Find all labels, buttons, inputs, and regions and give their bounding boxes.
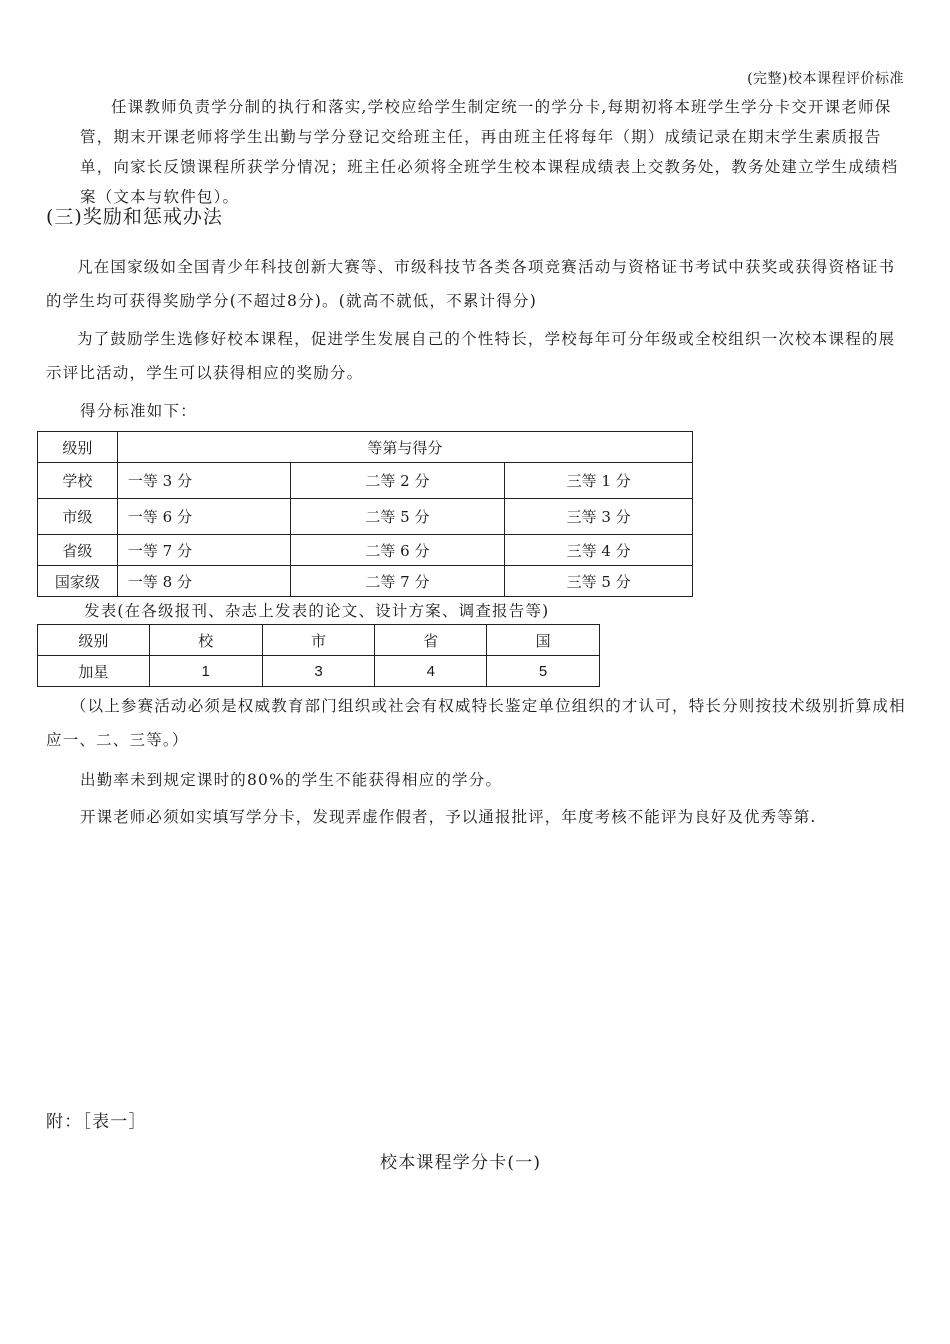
- award-paragraph: 凡在国家级如全国青少年科技创新大赛等、市级科技节各类各项竞赛活动与资格证书考试中获奖或获得资格证书的学生均可获得奖励学分(不超过8分)。(就高不就低，不累计得分): [46, 258, 896, 310]
- table-header-cell: 省: [375, 625, 487, 656]
- second-prize-cell: 二等 2 分: [290, 463, 505, 499]
- third-prize-cell: 三等 4 分: [505, 535, 693, 566]
- award-score-table: [37, 431, 693, 597]
- publish-label: 发表(在各级报刊、杂志上发表的论文、设计方案、调查报告等): [84, 602, 550, 620]
- table-header-row: [38, 432, 693, 463]
- first-prize-cell: 一等 7 分: [117, 535, 290, 566]
- teacher-rule: 开课老师必须如实填写学分卡，发现弄虚作假者，予以通报批评，年度考核不能评为良好及优秀等第.: [80, 808, 817, 826]
- table-header-cell: 校: [149, 625, 262, 656]
- table-row: [38, 566, 693, 597]
- second-prize-cell: 二等 6 分: [290, 535, 505, 566]
- level-cell: 省级: [38, 535, 118, 566]
- table-row: [38, 656, 600, 687]
- third-prize-cell: 三等 3 分: [505, 499, 693, 535]
- star-value-cell: 1: [149, 656, 262, 687]
- level-cell: 学校: [38, 463, 118, 499]
- appendix-label: 附：［表一］: [46, 1112, 147, 1132]
- table-header-cell: 市: [262, 625, 375, 656]
- table-header-row: [38, 625, 600, 656]
- table-header-cell: 级别: [38, 625, 150, 656]
- table-row: [38, 499, 693, 535]
- publication-star-table: [37, 624, 600, 687]
- level-cell: 国家级: [38, 566, 118, 597]
- star-value-cell: 3: [262, 656, 375, 687]
- score-standard-label: 得分标准如下：: [80, 402, 197, 420]
- second-prize-cell: 二等 7 分: [290, 566, 505, 597]
- table-header-cell: 级别: [38, 432, 118, 463]
- table-header-cell: 等第与得分: [117, 432, 692, 463]
- first-prize-cell: 一等 3 分: [117, 463, 290, 499]
- note-paragraph: （以上参赛活动必须是权威教育部门组织或社会有权威特长鉴定单位组织的才认可，特长分则按技术级别折算成相应一、二、三等。）: [46, 697, 906, 749]
- table-row: [38, 535, 693, 566]
- star-value-cell: 4: [375, 656, 487, 687]
- attendance-rule: 出勤率未到规定课时的80%的学生不能获得相应的学分。: [80, 771, 503, 789]
- section-title: (三)奖励和惩戒办法: [46, 206, 223, 228]
- credit-card-title: 校本课程学分卡(一): [380, 1153, 542, 1173]
- first-prize-cell: 一等 6 分: [117, 499, 290, 535]
- level-cell: 市级: [38, 499, 118, 535]
- table-row: [38, 463, 693, 499]
- second-prize-cell: 二等 5 分: [290, 499, 505, 535]
- intro-paragraph: 任课教师负责学分制的执行和落实,学校应给学生制定统一的学分卡,每期初将本班学生学分卡交开课老师保管，期末开课老师将学生出勤与学分登记交给班主任，再由班主任将每年（期）成绩记录在期末学生素质报告单，向家长反馈课程所获学分情况；班主任必须将全班学生校本课程成绩表上交教务处，教务处建立学生成绩档案（文本与软件包）。: [80, 98, 899, 206]
- first-prize-cell: 一等 8 分: [117, 566, 290, 597]
- table-header-cell: 国: [487, 625, 600, 656]
- star-value-cell: 5: [487, 656, 600, 687]
- third-prize-cell: 三等 1 分: [505, 463, 693, 499]
- page-header: (完整)校本课程评价标准: [747, 71, 904, 87]
- third-prize-cell: 三等 5 分: [505, 566, 693, 597]
- row-label-cell: 加星: [38, 656, 150, 687]
- exhibition-paragraph: 为了鼓励学生选修好校本课程，促进学生发展自己的个性特长，学校每年可分年级或全校组织一次校本课程的展示评比活动，学生可以获得相应的奖励分。: [46, 330, 896, 382]
